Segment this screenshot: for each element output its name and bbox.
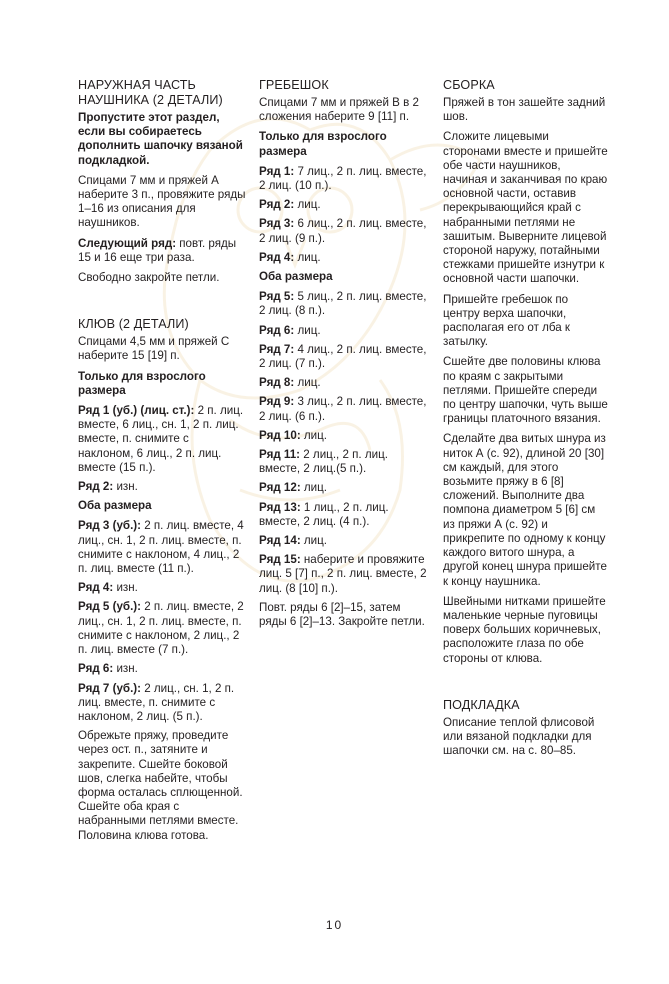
row-label: Ряд 7:	[259, 342, 295, 356]
comb-adult-only-heading: Только для взрослого размера	[259, 130, 387, 158]
column-3	[443, 78, 608, 764]
comb-row-4	[259, 251, 431, 265]
row-text: лиц.	[300, 481, 328, 495]
row-label: Ряд 2:	[78, 480, 114, 494]
row-text: лиц.	[294, 198, 321, 212]
beak-row-4	[78, 581, 246, 595]
row-text: лиц.	[300, 428, 328, 442]
row-label: Ряд 13:	[259, 500, 301, 514]
row-text: 6 лиц., 2 п. лиц. вместе, 2 лиц. (9 п.).	[259, 217, 427, 245]
lining-para: Описание теплой флисовой или вязаной подкладки для шапочки см. на с. 80–85.	[443, 715, 595, 758]
assembly-para-5: Сделайте два витых шнура из ниток А (с. 92), длиной 20 [30] см каждый, для этого возьмите пряжу в 6 [8] сложений. Выполните два помпона диаметром 5 [6] см из пряжи А (с. 92) и прикрепите по одному к концу каждого витого шнура, а другой конец шнура пришейте к концу наушника.	[443, 432, 607, 588]
comb-row-1	[259, 165, 431, 193]
row-label: Ряд 14:	[259, 534, 301, 548]
column-1	[78, 78, 246, 849]
beak-cast-on: Спицами 4,5 мм и пряжей С наберите 15 [19] п.	[78, 335, 230, 363]
row-label: Ряд 8:	[259, 376, 295, 390]
row-label: Ряд 1 (уб.) (лиц. ст.):	[78, 404, 195, 418]
comb-row-3	[259, 217, 431, 245]
row-text: 2 лиц., сн. 1, 2 п. лиц. вместе, п. снимите с наклоном, 2 лиц. (5 п.).	[78, 681, 235, 723]
page-number: 10	[325, 918, 344, 932]
assembly-para-3: Пришейте гребешок по центру верха шапочки, располагая его от лба к затылку.	[443, 292, 570, 349]
earflap-bind-off: Свободно закройте петли.	[78, 271, 220, 285]
comb-row-15	[259, 553, 431, 596]
assembly-para-1: Пряжей в тон зашейте задний шов.	[443, 96, 606, 124]
comb-cast-on: Спицами 7 мм и пряжей В в 2 сложения наберите 9 [11] п.	[259, 96, 419, 124]
beak-row-6	[78, 662, 246, 676]
row-text: 4 лиц., 2 п. лиц. вместе, 2 лиц. (7 п.).	[259, 342, 427, 371]
earflap-next-row	[78, 237, 246, 265]
row-label: Ряд 4:	[259, 250, 295, 264]
row-label: Ряд 7 (уб.):	[78, 681, 142, 695]
row-text: изн.	[113, 581, 138, 595]
comb-row-11	[259, 448, 431, 476]
lining-section-title: ПОДКЛАДКА	[443, 697, 520, 712]
row-text: 2 п. лиц. вместе, 2 лиц., сн. 1, 2 п. лиц. вместе, п. снимите с наклоном, 2 лиц., 2 п. лиц. вместе (7 п.).	[78, 600, 244, 657]
beak-both-sizes-heading: Оба размера	[78, 499, 152, 513]
row-label: Ряд 3:	[259, 217, 295, 231]
row-text: изн.	[113, 662, 138, 676]
row-text: лиц.	[294, 376, 321, 390]
row-label: Ряд 12:	[259, 481, 301, 495]
row-label: Ряд 5:	[259, 290, 295, 304]
row-text: лиц.	[294, 323, 321, 337]
comb-section-title: ГРЕБЕШОК	[259, 78, 329, 92]
earflap-instruction: Спицами 7 мм и пряжей А наберите 3 п., провяжите ряды 1–16 из описания для наушников.	[78, 173, 246, 230]
beak-finishing: Обрежьте пряжу, проведите через ост. п., затяните и закрепите. Сшейте боковой шов, слегка набейте, чтобы форма осталась сплющенной. Сшейте оба края с набранными петлями вместе. Половина клюва готова.	[78, 729, 243, 842]
row-label: Ряд 5 (уб.):	[78, 600, 142, 614]
row-label: Ряд 2:	[259, 198, 295, 212]
row-label: Ряд 9:	[259, 395, 295, 409]
comb-row-13	[259, 501, 431, 529]
row-label: Следующий ряд:	[78, 236, 177, 250]
assembly-para-4: Сшейте две половины клюва по краям с закрытыми петлями. Пришейте спереди по центру шапочки, чуть выше границы платочного вязания.	[443, 355, 608, 426]
assembly-para-2: Сложите лицевыми сторонами вместе и пришейте обе части наушников, начиная и заканчивая по краю основной части, оставив перекрывающийся край с набранными петлями не зашитым. Выверните лицевой стороной наружу, потайными стежками пришейте изнутри к основной части шапочки.	[443, 130, 608, 286]
earflap-section-title: НАРУЖНАЯ ЧАСТЬ НАУШНИКА (2 ДЕТАЛИ)	[78, 78, 223, 107]
row-label: Ряд 1:	[259, 164, 295, 178]
row-text: 5 лиц., 2 п. лиц. вместе, 2 лиц. (8 п.).	[259, 290, 427, 318]
row-label: Ряд 11:	[259, 448, 301, 462]
comb-row-6	[259, 324, 431, 338]
row-text: 2 п. лиц. вместе, 4 лиц., сн. 1, 2 п. лиц. вместе, п. снимите с наклоном, 4 лиц., 2 п. лиц. вместе (11 п.).	[78, 519, 244, 576]
row-text: 3 лиц., 2 п. лиц. вместе, 2 лиц. (6 п.).	[259, 395, 427, 423]
row-text: повт. ряды 15 и 16 еще три раза.	[78, 236, 237, 264]
row-label: Ряд 15:	[259, 553, 301, 567]
comb-both-sizes-heading: Оба размера	[259, 270, 333, 284]
assembly-section-title: СБОРКА	[443, 78, 495, 92]
row-text: наберите и провяжите лиц. 5 [7] п., 2 п. лиц. вместе, 2 лиц. (8 [10] п.).	[259, 553, 427, 595]
comb-row-5	[259, 290, 431, 318]
column-2	[259, 78, 431, 635]
beak-section-title: КЛЮВ (2 ДЕТАЛИ)	[78, 317, 189, 332]
comb-row-8	[259, 376, 431, 390]
row-text: лиц.	[300, 534, 328, 548]
comb-row-12	[259, 481, 431, 495]
row-text: лиц.	[294, 250, 321, 264]
comb-row-2	[259, 198, 431, 212]
row-label: Ряд 6:	[78, 662, 114, 676]
beak-row-5	[78, 600, 246, 657]
beak-row-2	[78, 480, 246, 494]
comb-row-9	[259, 395, 431, 423]
row-label: Ряд 6:	[259, 323, 295, 337]
row-text: 2 п. лиц. вместе, 6 лиц., сн. 1, 2 п. лиц. вместе, п. снимите с наклоном, 6 лиц., 2 п. лиц. вместе (15 п.).	[78, 404, 244, 474]
assembly-para-6: Швейными нитками пришейте маленькие черные пуговицы поверх больших коричневых, расположите глаза по обе стороны от клюва.	[443, 594, 606, 665]
beak-row-1	[78, 404, 246, 475]
beak-row-7	[78, 682, 246, 725]
row-label: Ряд 3 (уб.):	[78, 519, 142, 533]
row-label: Ряд 10:	[259, 428, 301, 442]
comb-row-10	[259, 429, 431, 443]
row-label: Ряд 4:	[78, 581, 114, 595]
beak-adult-only-heading: Только для взрослого размера	[78, 369, 206, 397]
earflap-note: Пропустите этот раздел, если вы собираетесь дополнить шапочку вязаной подкладкой.	[78, 111, 243, 167]
comb-row-14	[259, 534, 431, 548]
beak-row-3	[78, 519, 246, 576]
comb-row-7	[259, 343, 431, 371]
row-text: изн.	[113, 480, 138, 494]
row-text: 1 лиц., 2 п. лиц. вместе, 2 лиц. (4 п.).	[259, 500, 389, 528]
row-text: 2 лиц., 2 п. лиц. вместе, 2 лиц.(5 п.).	[259, 448, 388, 476]
comb-finishing: Повт. ряды 6 [2]–15, затем ряды 6 [2]–13. Закройте петли.	[259, 600, 425, 629]
row-text: 7 лиц., 2 п. лиц. вместе, 2 лиц. (10 п.).	[259, 164, 427, 193]
